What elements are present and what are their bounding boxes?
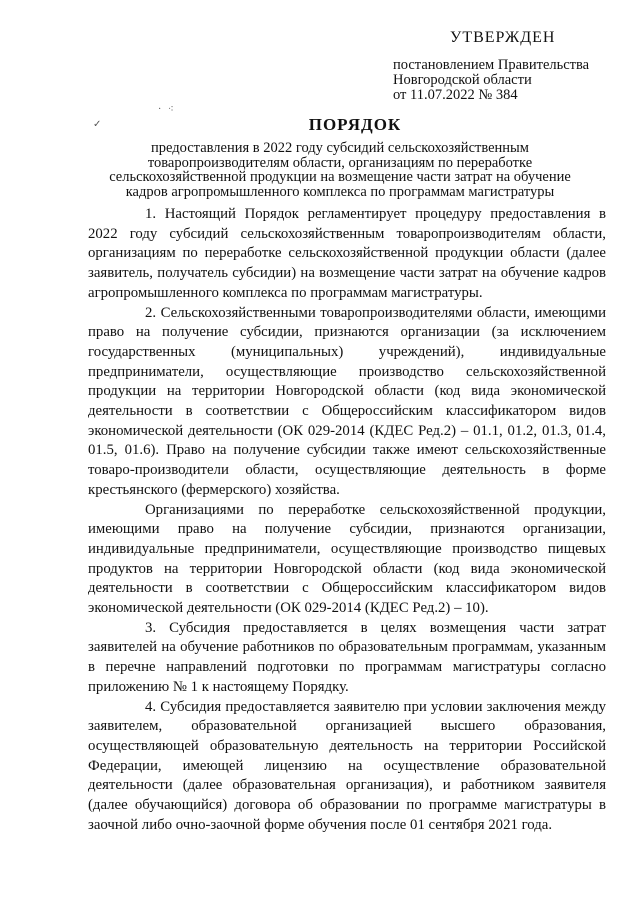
document-body xyxy=(88,205,606,836)
approval-heading: УТВЕРЖДЕН xyxy=(450,29,556,46)
paragraph: Организациями по переработке сельскохозяйственной продукции, имеющими право на получение субсидии, признаются организации, индивидуальные предприниматели, осуществляющие производство пищевых продуктов на территории Новгородской области (код вида экономической деятельности в соответствии с Общероссийским классификатором видов экономической деятельности (ОК 029-2014 (КДЕС Ред.2) – 10). xyxy=(88,501,606,617)
document-subtitle: предоставления в 2022 году субсидий сельскохозяйственным товаропроизводителям области, организациям по переработке сельскохозяйственной продукции на возмещение части затрат на обучение кадров агропромышленного комплекса по программам магистратуры xyxy=(109,140,571,200)
paragraph: 1. Настоящий Порядок регламентирует процедуру предоставления в 2022 году субсидий сельскохозяйственным товаропроизводителям области, организациям по переработке сельскохозяйственной продукции области (далее заявитель, получатель субсидии) на возмещение части затрат на обучение кадров агропромышленного комплекса по программам магистратуры. xyxy=(88,206,606,301)
scan-artifact: ✓ xyxy=(93,119,102,130)
document-title: ПОРЯДОК xyxy=(308,115,402,134)
paragraph: 2. Сельскохозяйственными товаропроизводителями области, имеющими право на получение субсидии, признаются организации (за исключением государственных (муниципальных) учреждений), индивидуальные предприниматели, осуществляющие производство сельскохозяйственной продукции на территории Новгородской области (код вида экономической деятельности в соответствии с Общероссийским классификатором видов экономической деятельности (ОК 029-2014 (КДЕС Ред.2) – 01.1, 01.2, 01.3, 01.4, 01.5, 01.6). Право на получение субсидии также имеют сельскохозяйственные товаро-производители области, осуществляющие деятельность в форме крестьянского (фермерского) хозяйства. xyxy=(88,304,606,498)
approval-line: Новгородской области xyxy=(393,72,532,88)
paragraph: 3. Субсидия предоставляется в целях возмещения части затрат заявителей на обучение работников по образовательным программам, указанным в перечне направлений подготовки по программам магистратуры согласно приложению № 1 к настоящему Порядку. xyxy=(88,619,606,695)
approval-line: от 11.07.2022 № 384 xyxy=(393,87,518,103)
paragraph: 4. Субсидия предоставляется заявителю при условии заключения между заявителем, образовательной организацией высшего образования, осуществляющей образовательную деятельность на территории Российской Федерации, имеющей лицензию на осуществление образовательной деятельности (далее образовательная организация), и работником заявителя (далее обучающийся) договора об образовании по программе магистратуры в заочной либо очно-заочной форме обучения после 01 сентября 2021 года. xyxy=(88,698,606,833)
scan-artifact: · ⁖ xyxy=(158,104,176,115)
approval-line: постановлением Правительства xyxy=(393,57,590,73)
approval-block xyxy=(393,30,633,103)
